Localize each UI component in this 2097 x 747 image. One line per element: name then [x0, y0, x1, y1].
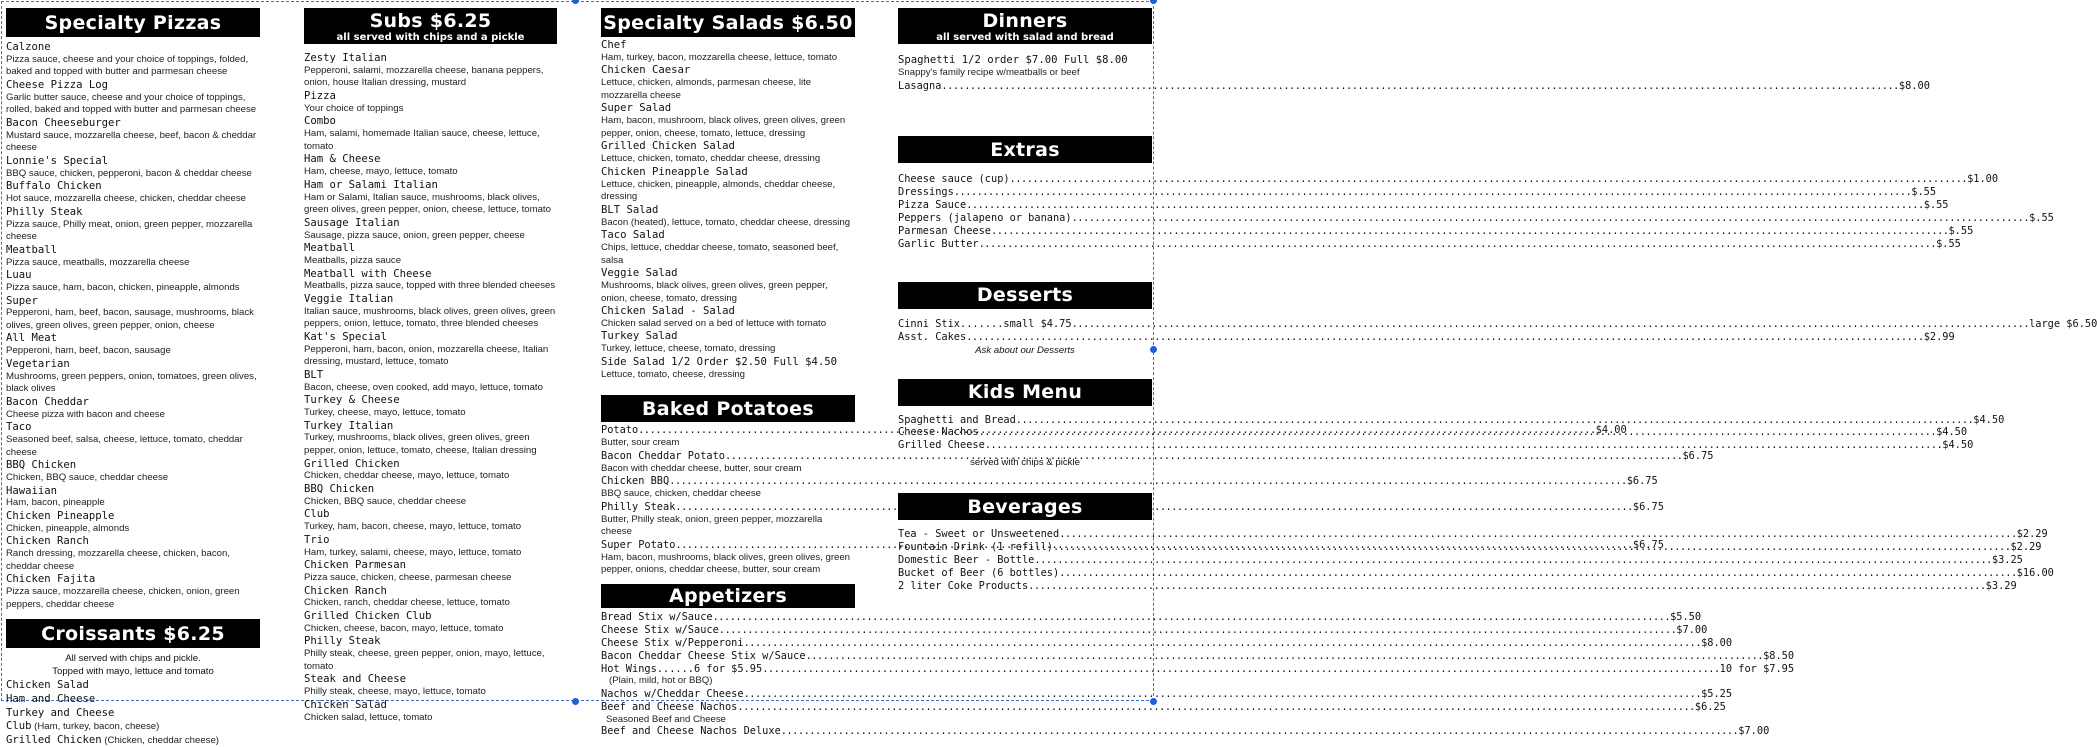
item-name: Super: [6, 294, 38, 307]
item-price: $1.00: [1967, 173, 1999, 186]
item-name: Sausage Italian: [304, 216, 400, 229]
item-name: Chicken BBQ: [601, 475, 670, 488]
item-name: Bacon Cheddar Cheese Stix w/Sauce: [601, 649, 806, 662]
item-price: $7.00: [1738, 724, 1770, 737]
dot-leader: [991, 225, 1948, 238]
item-name: Chicken Fajita: [6, 573, 96, 586]
menu-row: [898, 554, 2023, 567]
menu-row: [898, 186, 1937, 199]
item-price: $2.29: [2010, 541, 2042, 554]
item-price: $5.50: [1670, 610, 1702, 623]
item-name: Spaghetti and Bread: [898, 413, 1016, 426]
item-name: Spaghetti 1/2 order $7.00 Full $8.00: [898, 54, 1128, 66]
selection-handle[interactable]: [1150, 0, 1157, 4]
item-description: Turkey, mushrooms, black olives, green olives, green pepper, onion, lettuce, tomato, cheese, Italian dressing: [304, 432, 537, 457]
extras-title: Extras: [990, 138, 1060, 161]
dinners-header: [898, 8, 1152, 44]
item-description: Seasoned Beef and Cheese: [606, 713, 727, 725]
item-name: Ham & Cheese: [304, 153, 381, 166]
beverages-header: [898, 493, 1152, 520]
salad-list: [601, 39, 855, 381]
item-description: BBQ sauce, chicken, pepperoni, bacon & cheddar cheese: [6, 167, 252, 179]
item-price: $8.00: [1898, 80, 1930, 93]
item-description: Philly steak, cheese, green pepper, onion, mayo, lettuce, tomato: [304, 648, 545, 672]
item-description: Chicken, BBQ sauce, cheddar cheese: [6, 472, 169, 484]
item-name: Grilled Chicken Club: [304, 609, 432, 622]
item-name: Turkey & Cheese: [304, 394, 400, 407]
kids-note: served with chips & pickle: [970, 457, 1080, 469]
item-description: Hot sauce, mozzarella cheese, chicken, cheddar cheese: [6, 193, 246, 205]
item-name: Club: [304, 508, 330, 521]
item-name: Bread Stix w/Sauce: [601, 610, 713, 623]
menu-row: [898, 173, 1999, 186]
item-name: Steak and Cheese: [304, 673, 407, 686]
item-description: Cheese pizza with bacon and cheese: [6, 408, 165, 420]
item-description: Bacon (heated), lettuce, tomato, cheddar cheese, dressing: [601, 216, 851, 228]
subs-header: [304, 8, 557, 44]
item-name: Lonnie's Special: [6, 154, 109, 167]
item-description: Chicken salad, lettuce, tomato: [304, 711, 433, 723]
item-name: Philly Steak: [304, 635, 381, 648]
pizzas-title: Specialty Pizzas: [44, 11, 222, 34]
dinners-subtitle: all served with salad and bread: [936, 32, 1114, 43]
item-description: Lettuce, chicken, almonds, parmesan cheese, lite mozzarella cheese: [601, 77, 812, 101]
beverages-title: Beverages: [967, 495, 1083, 518]
item-description: Turkey, lettuce, cheese, tomato, dressing: [601, 343, 776, 355]
item-name: Taco Salad: [601, 229, 665, 242]
item-description: Chicken salad served on a bed of lettuce with tomato: [601, 317, 827, 329]
item-name: Nachos w/Cheddar Cheese: [601, 688, 744, 701]
item-description: Ham, turkey, salami, cheese, mayo, lettuce, tomato: [304, 546, 522, 558]
dot-leader: [1059, 567, 2016, 580]
item-name: Dressings: [898, 186, 954, 199]
item-name: Chicken Salad: [304, 698, 387, 711]
item-name: Cheese Stix w/Sauce: [601, 623, 719, 636]
item-name: BLT Salad: [601, 203, 659, 216]
item-price: $.55: [2029, 212, 2054, 225]
croissant-item: [6, 679, 260, 693]
croissants-note: All served with chips and pickle.: [65, 653, 201, 665]
item-description: Pizza sauce, chicken, cheese, parmesan cheese: [304, 572, 512, 583]
item-name: Philly Steak: [6, 205, 83, 218]
item-name: Beef and Cheese Nachos Deluxe: [601, 724, 781, 737]
item-price: $2.99: [1923, 330, 1955, 343]
item-price: $.55: [1923, 199, 1949, 212]
sub-list: [304, 52, 557, 724]
item-name: Tea - Sweet or Unsweetened: [898, 528, 1060, 541]
item-name: Combo: [304, 115, 336, 128]
item-description: (Chicken, cheddar cheese): [101, 734, 219, 746]
item-name: Luau: [6, 269, 32, 282]
item-name: All Meat: [6, 332, 58, 345]
item-description: Meatballs, pizza sauce: [304, 254, 402, 266]
item-description: Butter, Philly steak, onion, green pepper, mozzarella cheese: [601, 513, 823, 538]
dot-leader: [1053, 538, 2010, 554]
menu-row: [898, 439, 1974, 452]
item-description: Ham, bacon, pineapple: [6, 497, 105, 509]
desserts-title: Desserts: [976, 284, 1074, 307]
item-price: $4.50: [1973, 413, 2005, 426]
menu-row: [898, 237, 1961, 251]
menu-row: [601, 662, 1795, 676]
menu-row: [601, 636, 1733, 650]
item-name: Grilled Chicken: [304, 457, 400, 470]
item-description: Pepperoni, ham, beef, bacon, sausage, mushrooms, black olives, green olives, green pepper, onion, cheese: [6, 307, 254, 331]
item-price: $6.75: [1682, 449, 1714, 462]
item-name: Chicken Caesar: [601, 64, 691, 77]
item-description: Mushrooms, green peppers, onion, tomatoes, green olives, black olives: [6, 370, 257, 395]
menu-row: [601, 623, 1708, 637]
item-description: Pizza sauce, cheese and your choice of toppings, folded, baked and topped with butter and parmesan cheese: [6, 53, 249, 78]
item-description: Chips, lettuce, cheddar cheese, tomato, seasoned beef, salsa: [601, 241, 839, 266]
item-name: Chicken Salad - Salad: [601, 305, 735, 318]
item-name: Bucket of Beer (6 bottles): [898, 566, 1060, 579]
item-name: Lasagna: [898, 80, 942, 93]
item-description: Chicken, cheddar cheese, mayo, lettuce, tomato: [304, 470, 510, 482]
item-description: Seasoned beef, salsa, cheese, lettuce, tomato, cheddar cheese: [6, 434, 243, 458]
croissant-list: [6, 679, 260, 747]
potatoes-title: Baked Potatoes: [642, 397, 814, 420]
dot-leader: [966, 199, 1923, 212]
item-description: Chicken, ranch, cheddar cheese, lettuce, tomato: [304, 597, 510, 609]
item-name: BBQ Chicken: [304, 483, 375, 496]
item-name: 2 liter Coke Products: [898, 579, 1029, 592]
item-description: Lettuce, tomato, cheese, dressing: [601, 368, 745, 380]
salads-header: [601, 8, 855, 37]
dot-leader: [985, 439, 1942, 452]
column-subs: [304, 8, 557, 724]
item-name: Grilled Chicken Salad: [601, 140, 735, 153]
appetizers-header: [601, 584, 855, 608]
item-price: $4.00: [1595, 424, 1627, 437]
item-name: Peppers (jalapeno or banana): [898, 212, 1072, 225]
item-description: Sausage, pizza sauce, onion, green pepper, cheese: [304, 229, 525, 241]
item-price: $.55: [1936, 237, 1961, 250]
item-name: Garlic Butter: [898, 237, 979, 250]
dot-leader: [979, 426, 1936, 439]
item-name: Pizza: [304, 89, 336, 102]
item-description: Pizza sauce, ham, bacon, chicken, pineapple, almonds: [6, 281, 240, 293]
menu-row: [898, 579, 2017, 593]
item-name: Turkey and Cheese: [6, 706, 115, 719]
menu-row: [898, 80, 1930, 93]
item-price: 10 for $7.95: [1719, 662, 1795, 675]
item-name: Bacon Cheeseburger: [6, 116, 121, 129]
salads-title: Specialty Salads $6.50: [603, 11, 853, 34]
menu-row: [898, 528, 2048, 541]
item-name: Trio: [304, 533, 330, 546]
item-name: Meatball with Cheese: [304, 267, 432, 280]
item-description: Philly steak, cheese, mayo, lettuce, tomato: [304, 686, 486, 698]
item-name: Hawaiian: [6, 484, 58, 497]
extras-header: [898, 136, 1152, 163]
item-description: Pepperoni, ham, beef, bacon, sausage: [6, 345, 171, 357]
item-name: Pizza Sauce: [898, 199, 967, 212]
item-name: Chicken Pineapple: [6, 510, 115, 523]
item-name: Bacon Cheddar: [6, 395, 89, 408]
item-name: Domestic Beer - Bottle: [898, 554, 1035, 567]
potatoes-header: [601, 395, 855, 422]
item-description: Your choice of toppings: [304, 102, 404, 114]
item-price: large $6.50: [2029, 317, 2097, 330]
item-name: Cinni Stix.......small $4.75: [898, 317, 1072, 330]
item-description: Mushrooms, black olives, green olives, green pepper, onion, cheese, tomato, dressing: [601, 279, 828, 304]
item-description: Mustard sauce, mozzarella cheese, beef, bacon & cheddar cheese: [6, 129, 257, 154]
item-name: Taco: [6, 421, 32, 434]
item-name: Philly Steak: [601, 500, 676, 513]
item-price: $4.50: [1942, 439, 1974, 452]
dot-leader: [1072, 212, 2029, 225]
menu-row: [898, 566, 2054, 580]
item-price: $8.00: [1701, 636, 1733, 649]
item-description: Pizza sauce, Philly meat, onion, green pepper, mozzarella cheese: [6, 218, 253, 243]
item-name: Chicken Ranch: [304, 584, 387, 597]
croissants-note: Topped with mayo, lettuce and tomato: [52, 666, 214, 678]
item-description: Meatballs, pizza sauce, topped with three blended cheeses: [304, 280, 556, 292]
item-name: Grilled Cheese: [898, 439, 985, 452]
item-name: Buffalo Chicken: [6, 180, 102, 193]
item-name: Zesty Italian: [304, 52, 387, 64]
item-description: Lettuce, chicken, tomato, cheddar cheese, dressing: [601, 153, 821, 165]
item-name: Asst. Cakes: [898, 330, 967, 343]
subs-subtitle: all served with chips and a pickle: [336, 32, 525, 43]
item-name: Beef and Cheese Nachos: [601, 700, 738, 713]
item-name: Ham and Cheese: [6, 692, 96, 705]
extras-list: [898, 173, 2054, 250]
column-pizzas: [6, 8, 260, 747]
item-name: Grilled Chicken: [6, 733, 102, 746]
item-name: Chicken Parmesan: [304, 559, 407, 572]
item-description: Turkey, ham, bacon, cheese, mayo, lettuce, tomato: [304, 521, 522, 533]
item-description: Ham, bacon, mushroom, black olives, green olives, green pepper, onion, cheese, tomato, lettuce, dressing: [601, 115, 846, 139]
menu-row: [601, 700, 1726, 714]
item-description: Chicken, cheese, bacon, mayo, lettuce, tomato: [304, 622, 504, 634]
item-description: Bacon with cheddar cheese, butter, sour cream: [601, 462, 802, 474]
item-description: Ham, turkey, bacon, mozzarella cheese, lettuce, tomato: [601, 51, 838, 63]
dinners-title: Dinners: [982, 10, 1068, 32]
appetizers-title: Appetizers: [668, 584, 787, 607]
croissant-item: [6, 734, 260, 747]
item-price: $16.00: [2016, 566, 2054, 579]
item-name: Super Salad: [601, 102, 672, 115]
item-name: Hot Wings......6 for $5.95: [601, 662, 763, 675]
dot-leader: [1010, 173, 1967, 186]
item-name: Cheese Pizza Log: [6, 78, 109, 91]
item-name: BBQ Chicken: [6, 459, 77, 472]
item-name: Chicken Pineapple Salad: [601, 165, 748, 178]
item-description: Chicken, pineapple, almonds: [6, 522, 130, 534]
item-description: Pizza sauce, meatballs, mozzarella cheese: [6, 256, 190, 268]
item-price: $6.75: [1632, 538, 1664, 551]
item-description: Ham, bacon, mushrooms, black olives, green olives, green pepper, onions, cheddar cheese, butter, sour cream: [601, 551, 851, 576]
dot-leader: [979, 238, 1936, 251]
item-name: Chef: [601, 39, 627, 51]
menu-row: [898, 413, 2005, 427]
item-description: Ham, cheese, mayo, lettuce, tomato: [304, 166, 458, 178]
item-name: Veggie Italian: [304, 292, 394, 305]
item-description: Pizza sauce, mozzarella cheese, chicken, onion, green peppers, cheddar cheese: [6, 586, 240, 610]
item-name: Turkey Salad: [601, 330, 678, 343]
item-name: Meatball: [304, 242, 356, 255]
croissant-item: [6, 720, 260, 734]
item-name: Cheese Stix w/Pepperoni: [601, 636, 744, 649]
menu-row: [898, 317, 2097, 331]
item-name: Calzone: [6, 41, 51, 53]
item-description: Garlic butter sauce, cheese and your choice of toppings, rolled, baked and topped with butter and parmesan cheese: [6, 91, 257, 116]
item-description: Pepperoni, salami, mozzarella cheese, banana peppers, onion, house Italian dressing, mustard: [304, 64, 544, 89]
item-name: Kat's Special: [304, 330, 387, 343]
item-price: $6.25: [1694, 700, 1726, 713]
item-name: Potato: [601, 424, 639, 437]
menu-row: [898, 330, 1955, 344]
item-description: Italian sauce, mushrooms, black olives, green olives, green peppers, onion, lettuce, tomato, three blended cheeses: [304, 305, 556, 330]
item-name: Ham or Salami Italian: [304, 178, 438, 191]
menu-row: [898, 224, 1974, 238]
croissant-item: [6, 693, 260, 707]
item-price: $6.75: [1626, 475, 1658, 488]
item-description: BBQ sauce, chicken, cheddar cheese: [601, 488, 761, 500]
item-description: Bacon, cheese, oven cooked, add mayo, lettuce, tomato: [304, 381, 543, 393]
item-price: $6.75: [1632, 500, 1664, 513]
selection-handle[interactable]: [572, 698, 579, 705]
pizzas-header: [6, 8, 260, 37]
croissant-item: [6, 707, 260, 721]
desserts-note: Ask about our Desserts: [975, 344, 1075, 356]
item-description: Ham or Salami, Italian sauce, mushrooms, black olives, green olives, green pepper, onion, cheese, lettuce, tomato: [304, 191, 551, 216]
item-description: Ranch dressing, mozzarella cheese, chicken, bacon, cheddar cheese: [6, 548, 230, 572]
menu-row: [898, 212, 2054, 225]
croissants-header: [6, 619, 260, 648]
item-description: (Plain, mild, hot or BBQ): [609, 675, 713, 687]
item-name: Fountain Drink (1 refill): [898, 541, 1053, 554]
item-name: Side Salad 1/2 Order $2.50 Full $4.50: [601, 355, 837, 368]
item-price: $.55: [1948, 224, 1974, 237]
item-description: Pepperoni, ham, bacon, onion, mozzarella cheese, Italian dressing, mustard, lettuce, tomato: [304, 343, 549, 368]
item-description: Snappy's family recipe w/meatballs or beef: [898, 66, 1080, 78]
dot-leader: [1028, 580, 1985, 593]
dot-leader: [1059, 528, 2016, 541]
menu-row: [601, 610, 1702, 624]
item-price: $4.50: [1936, 426, 1968, 439]
menu-row: [601, 475, 1658, 488]
item-name: Chicken Salad: [6, 679, 89, 692]
dot-leader: [954, 186, 1911, 199]
item-name: Veggie Salad: [601, 267, 678, 280]
item-name: Chicken Ranch: [6, 535, 89, 548]
item-price: $3.25: [1991, 554, 2023, 567]
dot-leader: [1034, 554, 1991, 567]
item-description: Turkey, cheese, mayo, lettuce, tomato: [304, 407, 466, 419]
item-name: Cheese sauce (cup): [898, 173, 1010, 186]
subs-title: Subs $6.25: [369, 10, 492, 32]
pizza-list: [6, 41, 260, 611]
kids-header: [898, 379, 1152, 406]
menu-row: [601, 649, 1795, 663]
desserts-header: [898, 282, 1152, 309]
item-name: Club: [6, 720, 32, 733]
item-name: Bacon Cheddar Potato: [601, 449, 725, 462]
item-name: Meatball: [6, 243, 58, 256]
item-description: Chicken, BBQ sauce, cheddar cheese: [304, 495, 467, 507]
item-price: $.55: [1911, 186, 1937, 199]
item-name: Cheese Nachos: [898, 426, 979, 439]
appetizer-list: [601, 610, 1795, 738]
menu-row: [601, 688, 1733, 701]
item-name: Vegetarian: [6, 357, 70, 370]
menu-row: [601, 724, 1770, 738]
item-description: (Ham, turkey, bacon, cheese): [31, 721, 160, 733]
menu-row: [898, 199, 1949, 212]
item-price: $3.29: [1985, 579, 2017, 592]
item-name: Turkey Italian: [304, 419, 394, 432]
item-price: $8.50: [1763, 649, 1795, 662]
kids-title: Kids Menu: [967, 381, 1083, 404]
item-name: BLT: [304, 368, 324, 381]
item-description: Ham, salami, homemade Italian sauce, cheese, lettuce, tomato: [304, 128, 540, 152]
croissants-title: Croissants $6.25: [41, 622, 225, 645]
item-description: Lettuce, chicken, pineapple, almonds, cheddar cheese, dressing: [601, 178, 836, 203]
dot-leader: [675, 501, 1632, 514]
item-name: Super Potato: [601, 538, 676, 551]
item-description: Butter, sour cream: [601, 437, 680, 449]
item-name: Parmesan Cheese: [898, 224, 991, 237]
item-price: $5.25: [1701, 688, 1733, 701]
item-price: $2.29: [2016, 528, 2048, 541]
item-price: $7.00: [1676, 623, 1708, 636]
dot-leader: [1016, 414, 1973, 427]
